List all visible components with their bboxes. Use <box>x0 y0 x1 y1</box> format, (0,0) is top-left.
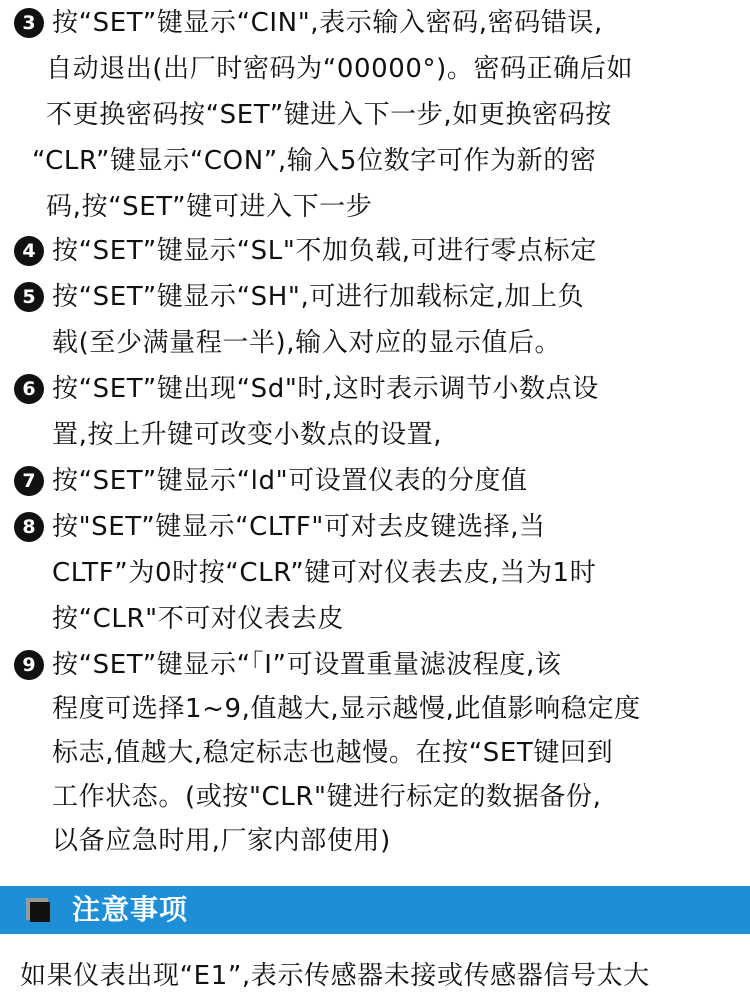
step-number-badge: 9 <box>14 650 44 680</box>
stacked-square-icon <box>26 898 50 922</box>
step-text-line: 码,按“SET”键可进入下一步 <box>46 192 373 222</box>
notice-title: 注意事项 <box>72 893 189 926</box>
step-number-badge: 8 <box>14 512 44 542</box>
step-text-line: 不更换密码按“SET”键进入下一步,如更换密码按 <box>46 100 612 130</box>
step-text-line: 按“SET”键显示“SH",可进行加载标定,加上负 <box>52 282 585 312</box>
step-text-line: 按“SET”键显示“CIN",表示输入密码,密码错误, <box>52 8 603 38</box>
step-number-badge: 7 <box>14 466 44 496</box>
notice-section-header <box>0 886 750 934</box>
step-text-line: 标志,值越大,稳定标志也越慢。在按“SET键回到 <box>52 738 614 768</box>
step-text-line: “CLR”键显示“CON”,输入5位数字可作为新的密 <box>32 146 597 176</box>
step-text-line: 程度可选择1~9,值越大,显示越慢,此值影响稳定度 <box>52 694 641 724</box>
step-text-line: 按“SET”键显示“「I”可设置重量滤波程度,该 <box>52 650 562 680</box>
step-text-line: CLTF”为0时按“CLR”键可对仪表去皮,当为1时 <box>52 558 597 588</box>
step-text-line: 按“SET”键出现“Sd"时,这时表示调节小数点设 <box>52 374 599 404</box>
step-text-line: 按"SET”键显示“CLTF"可对去皮键选择,当 <box>52 512 546 542</box>
step-text-line: 载(至少满量程一半),输入对应的显示值后。 <box>52 328 562 358</box>
step-text-line: 按“SET”键显示“ld"可设置仪表的分度值 <box>52 466 528 496</box>
step-number-badge: 4 <box>14 236 44 266</box>
step-text-line: 以备应急时用,厂家内部使用) <box>52 826 391 856</box>
step-text-line: 工作状态。(或按"CLR"键进行标定的数据备份, <box>52 782 602 812</box>
step-text-line: 按“SET”键显示“SL"不加负载,可进行零点标定 <box>52 236 597 266</box>
step-text-line: 自动退出(出厂时密码为“00000°)。密码正确后如 <box>46 54 634 84</box>
step-number-badge: 6 <box>14 374 44 404</box>
step-text-line: 置,按上升键可改变小数点的设置, <box>52 420 443 450</box>
step-number-badge: 5 <box>14 282 44 312</box>
step-text-line: 按“CLR"不可对仪表去皮 <box>52 604 344 634</box>
step-number-badge: 3 <box>14 8 44 38</box>
notice-body-text: 如果仪表出现“E1”,表示传感器未接或传感器信号太大 <box>20 961 650 991</box>
